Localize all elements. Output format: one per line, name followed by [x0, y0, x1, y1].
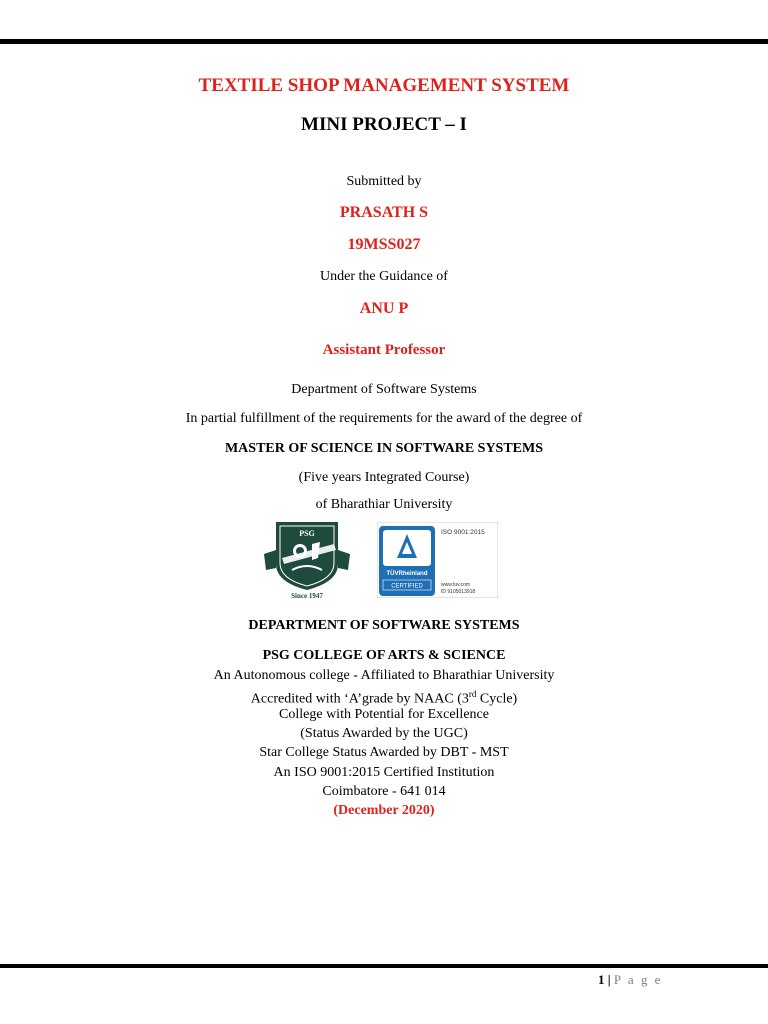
project-title: TEXTILE SHOP MANAGEMENT SYSTEM [198, 75, 570, 96]
tuv-iso-certification-logo [377, 522, 498, 598]
tuv-certified-text: CERTIFIED [391, 583, 423, 590]
fulfillment-line: In partial fulfillment of the requirements for the award of the degree of [185, 411, 583, 426]
college-name: PSG COLLEGE OF ARTS & SCIENCE [262, 648, 506, 663]
tuv-id-text: ID 9105013918 [441, 589, 476, 595]
tuv-url-text: www.tuv.com [441, 582, 471, 588]
tuv-brand-text: TÜVRheinland [386, 571, 428, 577]
submitted-by-label: Submitted by [346, 174, 422, 189]
accreditation-suffix: Cycle) [476, 691, 518, 707]
psg-logo-text: PSG [299, 529, 315, 538]
page-word: P a g e [613, 972, 663, 987]
page-footer [598, 972, 662, 988]
iso-standard-text: ISO 9001:2015 [441, 529, 485, 536]
department-line: Department of Software Systems [291, 382, 477, 397]
college-city-line: Coimbatore - 641 014 [322, 784, 446, 799]
page-separator: | [607, 972, 611, 987]
logos-row [0, 518, 768, 600]
college-autonomous-line: An Autonomous college - Affiliated to Bharathiar University [213, 668, 555, 683]
roll-number: 19MSS027 [347, 236, 421, 253]
course-note: (Five years Integrated Course) [298, 470, 470, 485]
submission-date: (December 2020) [333, 803, 435, 818]
department-heading: DEPARTMENT OF SOFTWARE SYSTEMS [248, 618, 520, 633]
psg-since-text: Since 1947 [291, 592, 323, 600]
degree-name: MASTER OF SCIENCE IN SOFTWARE SYSTEMS [224, 441, 544, 456]
accreditation-ordinal: rd [468, 689, 477, 699]
guide-name: ANU P [359, 300, 409, 317]
project-subtitle: MINI PROJECT – I [301, 114, 467, 135]
top-rule [0, 39, 768, 44]
guide-title: Assistant Professor [322, 342, 446, 358]
guidance-label: Under the Guidance of [320, 269, 448, 284]
page-number: 1 [598, 972, 605, 987]
college-iso-line: An ISO 9001:2015 Certified Institution [273, 765, 495, 780]
university-line: of Bharathiar University [315, 497, 453, 512]
psg-college-logo [262, 518, 352, 600]
college-status-line: (Status Awarded by the UGC) [300, 726, 468, 741]
student-name: PRASATH S [339, 204, 429, 221]
college-potential-line: College with Potential for Excellence [279, 707, 489, 722]
bottom-rule [0, 964, 768, 968]
college-star-line: Star College Status Awarded by DBT - MST [259, 745, 509, 760]
accreditation-text: Accredited with ‘A’grade by NAAC (3 [250, 691, 469, 707]
